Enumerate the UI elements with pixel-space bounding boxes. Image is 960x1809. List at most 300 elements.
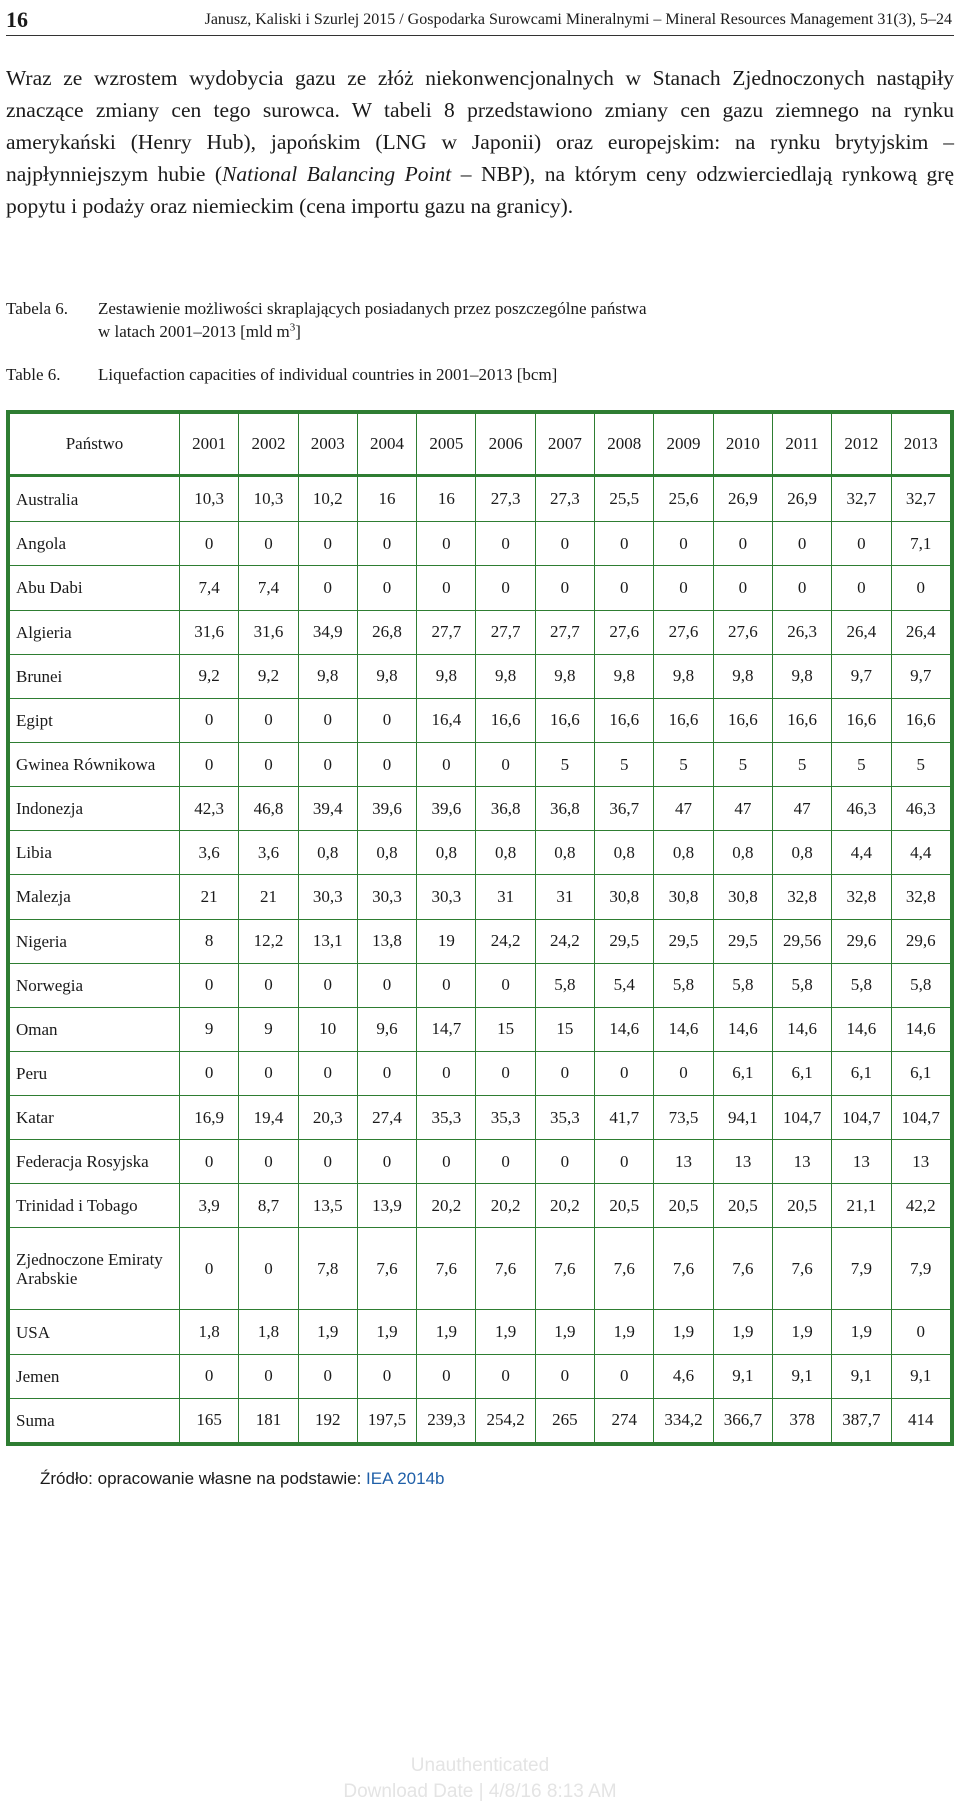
value-cell: 9,1	[713, 1354, 772, 1398]
country-cell: Algieria	[10, 610, 180, 654]
value-cell: 4,6	[654, 1354, 713, 1398]
liquefaction-table	[6, 410, 954, 1446]
value-cell: 0	[239, 1354, 298, 1398]
value-cell: 0	[357, 1140, 416, 1184]
value-cell: 0	[772, 522, 831, 566]
page-number: 16	[6, 7, 28, 32]
value-cell: 14,6	[713, 1007, 772, 1051]
value-cell: 29,5	[595, 919, 654, 963]
value-cell: 47	[713, 787, 772, 831]
value-cell: 47	[772, 787, 831, 831]
value-cell: 165	[180, 1398, 239, 1442]
value-cell: 1,9	[772, 1310, 831, 1354]
value-cell: 10,2	[298, 476, 357, 522]
value-cell: 0	[535, 522, 594, 566]
value-cell: 46,3	[832, 787, 891, 831]
value-cell: 0	[654, 1051, 713, 1095]
value-cell: 7,4	[239, 566, 298, 610]
value-cell: 14,6	[654, 1007, 713, 1051]
table-sum-row	[10, 1398, 951, 1442]
caption-label-pl: Tabela 6.	[6, 299, 69, 318]
value-cell: 387,7	[832, 1398, 891, 1442]
value-cell: 0	[891, 1310, 950, 1354]
value-cell: 14,6	[772, 1007, 831, 1051]
value-cell: 1,9	[535, 1310, 594, 1354]
value-cell: 0	[713, 522, 772, 566]
value-cell: 32,7	[891, 476, 950, 522]
value-cell: 5,8	[772, 963, 831, 1007]
column-header-year: 2003	[298, 414, 357, 476]
body-text-part1: Wraz ze wzrostem wydobycia gazu ze złóż niekonwencjonalnych w Stanach Zjednoczonych nastąpiły znaczące zmiany cen tego surowca. W tabeli 8 przedstawiono zmiany cen gazu ziemnego na rynku amerykański (Henry Hub), japońskim (LNG w Japonii) oraz europejskim: na rynku brytyjskim – najpłynniejszym hubie (	[6, 66, 954, 186]
value-cell: 0	[595, 1354, 654, 1398]
value-cell: 0,8	[772, 831, 831, 875]
country-cell: Trinidad i Tobago	[10, 1184, 180, 1228]
value-cell: 5	[832, 742, 891, 786]
value-cell: 6,1	[713, 1051, 772, 1095]
value-cell: 16,6	[595, 698, 654, 742]
value-cell: 0	[180, 698, 239, 742]
value-cell: 0	[357, 698, 416, 742]
value-cell: 0,8	[476, 831, 535, 875]
value-cell: 27,7	[476, 610, 535, 654]
value-cell: 24,2	[535, 919, 594, 963]
value-cell: 0,8	[713, 831, 772, 875]
value-cell: 0	[417, 1051, 476, 1095]
value-cell: 9	[180, 1007, 239, 1051]
value-cell: 73,5	[654, 1096, 713, 1140]
value-cell: 3,6	[239, 831, 298, 875]
value-cell: 334,2	[654, 1398, 713, 1442]
table-row	[10, 1096, 951, 1140]
value-cell: 26,9	[713, 476, 772, 522]
value-cell: 0	[417, 566, 476, 610]
value-cell: 42,2	[891, 1184, 950, 1228]
value-cell: 26,3	[772, 610, 831, 654]
country-cell: Angola	[10, 522, 180, 566]
value-cell: 31	[535, 875, 594, 919]
value-cell: 1,9	[298, 1310, 357, 1354]
column-header-year: 2012	[832, 414, 891, 476]
value-cell: 0	[417, 1140, 476, 1184]
table-row	[10, 698, 951, 742]
country-cell: USA	[10, 1310, 180, 1354]
value-cell: 0	[298, 963, 357, 1007]
value-cell: 1,9	[357, 1310, 416, 1354]
value-cell: 378	[772, 1398, 831, 1442]
table-row	[10, 742, 951, 786]
value-cell: 9,8	[357, 654, 416, 698]
value-cell: 0	[417, 1354, 476, 1398]
value-cell: 4,4	[891, 831, 950, 875]
value-cell: 0,8	[417, 831, 476, 875]
watermark-line-2: Download Date | 4/8/16 8:13 AM	[343, 1781, 617, 1802]
value-cell: 0	[239, 1140, 298, 1184]
source-note	[40, 1469, 445, 1489]
value-cell: 9,2	[180, 654, 239, 698]
value-cell: 0	[476, 1140, 535, 1184]
value-cell: 0	[180, 1354, 239, 1398]
value-cell: 0	[239, 963, 298, 1007]
table-row	[10, 654, 951, 698]
value-cell: 9,8	[535, 654, 594, 698]
value-cell: 1,9	[476, 1310, 535, 1354]
value-cell: 24,2	[476, 919, 535, 963]
value-cell: 5	[891, 742, 950, 786]
value-cell: 104,7	[832, 1096, 891, 1140]
value-cell: 20,5	[713, 1184, 772, 1228]
value-cell: 36,8	[535, 787, 594, 831]
value-cell: 26,4	[891, 610, 950, 654]
value-cell: 0	[832, 566, 891, 610]
value-cell: 13,9	[357, 1184, 416, 1228]
value-cell: 6,1	[832, 1051, 891, 1095]
value-cell: 7,4	[180, 566, 239, 610]
value-cell: 30,8	[713, 875, 772, 919]
value-cell: 27,6	[654, 610, 713, 654]
value-cell: 20,2	[535, 1184, 594, 1228]
value-cell: 35,3	[535, 1096, 594, 1140]
table-row	[10, 963, 951, 1007]
value-cell: 16,6	[654, 698, 713, 742]
value-cell: 0,8	[654, 831, 713, 875]
value-cell: 0	[298, 1051, 357, 1095]
value-cell: 10,3	[180, 476, 239, 522]
value-cell: 19	[417, 919, 476, 963]
value-cell: 0	[239, 742, 298, 786]
value-cell: 265	[535, 1398, 594, 1442]
table-row	[10, 875, 951, 919]
value-cell: 9,8	[417, 654, 476, 698]
table-row	[10, 476, 951, 522]
value-cell: 0	[298, 566, 357, 610]
value-cell: 19,4	[239, 1096, 298, 1140]
value-cell: 5	[713, 742, 772, 786]
value-cell: 5	[535, 742, 594, 786]
value-cell: 20,5	[772, 1184, 831, 1228]
country-cell: Federacja Rosyjska	[10, 1140, 180, 1184]
table-header-row	[10, 414, 951, 476]
value-cell: 16,6	[891, 698, 950, 742]
body-text-italic: National Balancing Point	[222, 162, 452, 186]
value-cell: 0	[239, 698, 298, 742]
value-cell: 7,6	[417, 1228, 476, 1310]
value-cell: 6,1	[772, 1051, 831, 1095]
country-cell: Oman	[10, 1007, 180, 1051]
value-cell: 9,7	[891, 654, 950, 698]
table-row	[10, 610, 951, 654]
table-row	[10, 566, 951, 610]
value-cell: 42,3	[180, 787, 239, 831]
value-cell: 29,6	[891, 919, 950, 963]
value-cell: 13,5	[298, 1184, 357, 1228]
column-header-year: 2007	[535, 414, 594, 476]
value-cell: 5,8	[891, 963, 950, 1007]
table-body	[10, 476, 951, 1443]
value-cell: 16,6	[535, 698, 594, 742]
value-cell: 0	[239, 1051, 298, 1095]
value-cell: 0	[180, 1228, 239, 1310]
value-cell: 0	[654, 566, 713, 610]
value-cell: 13	[832, 1140, 891, 1184]
value-cell: 0	[535, 1051, 594, 1095]
value-cell: 5	[595, 742, 654, 786]
value-cell: 0	[357, 742, 416, 786]
country-cell: Katar	[10, 1096, 180, 1140]
column-header-country: Państwo	[10, 414, 180, 476]
value-cell: 4,4	[832, 831, 891, 875]
value-cell: 9,8	[298, 654, 357, 698]
value-cell: 13,1	[298, 919, 357, 963]
column-header-year: 2010	[713, 414, 772, 476]
table-row	[10, 522, 951, 566]
value-cell: 7,9	[832, 1228, 891, 1310]
value-cell: 16	[417, 476, 476, 522]
table-caption-pl	[6, 297, 647, 343]
caption-text-en: Liquefaction capacities of individual countries in 2001–2013 [bcm]	[98, 365, 558, 384]
value-cell: 104,7	[772, 1096, 831, 1140]
value-cell: 0	[535, 1354, 594, 1398]
value-cell: 27,6	[713, 610, 772, 654]
value-cell: 15	[535, 1007, 594, 1051]
value-cell: 0	[417, 522, 476, 566]
value-cell: 0	[476, 1354, 535, 1398]
value-cell: 20,5	[595, 1184, 654, 1228]
value-cell: 13	[891, 1140, 950, 1184]
value-cell: 7,6	[476, 1228, 535, 1310]
country-cell: Norwegia	[10, 963, 180, 1007]
column-header-year: 2001	[180, 414, 239, 476]
table-row	[10, 1140, 951, 1184]
value-cell: 0	[595, 566, 654, 610]
value-cell: 32,8	[772, 875, 831, 919]
value-cell: 9,1	[832, 1354, 891, 1398]
value-cell: 46,8	[239, 787, 298, 831]
value-cell: 5,8	[832, 963, 891, 1007]
value-cell: 0	[180, 963, 239, 1007]
table-row	[10, 1354, 951, 1398]
value-cell: 16	[357, 476, 416, 522]
value-cell: 9,6	[357, 1007, 416, 1051]
country-cell: Zjednoczone Emiraty Arabskie	[10, 1228, 180, 1310]
value-cell: 27,3	[476, 476, 535, 522]
value-cell: 13,8	[357, 919, 416, 963]
value-cell: 30,3	[417, 875, 476, 919]
value-cell: 0	[357, 522, 416, 566]
value-cell: 0	[357, 1354, 416, 1398]
value-cell: 14,7	[417, 1007, 476, 1051]
value-cell: 7,6	[654, 1228, 713, 1310]
value-cell: 27,3	[535, 476, 594, 522]
value-cell: 5,8	[713, 963, 772, 1007]
value-cell: 14,6	[891, 1007, 950, 1051]
value-cell: 46,3	[891, 787, 950, 831]
value-cell: 41,7	[595, 1096, 654, 1140]
value-cell: 7,6	[772, 1228, 831, 1310]
value-cell: 20,2	[476, 1184, 535, 1228]
body-text-part2: – NBP), na którym ceny odzwierciedlają rynkową grę popytu i podaży oraz niemieckim (cena importu gazu na granicy).	[6, 162, 954, 218]
value-cell: 5	[772, 742, 831, 786]
value-cell: 29,5	[654, 919, 713, 963]
value-cell: 30,3	[357, 875, 416, 919]
source-prefix: Źródło: opracowanie własne na podstawie:	[40, 1469, 367, 1488]
value-cell: 1,9	[654, 1310, 713, 1354]
table-row	[10, 919, 951, 963]
country-cell: Libia	[10, 831, 180, 875]
country-cell: Indonezja	[10, 787, 180, 831]
table-row	[10, 1051, 951, 1095]
value-cell: 20,5	[654, 1184, 713, 1228]
value-cell: 21	[239, 875, 298, 919]
value-cell: 7,8	[298, 1228, 357, 1310]
value-cell: 0	[476, 522, 535, 566]
value-cell: 0,8	[357, 831, 416, 875]
column-header-year: 2002	[239, 414, 298, 476]
value-cell: 34,9	[298, 610, 357, 654]
value-cell: 30,3	[298, 875, 357, 919]
value-cell: 239,3	[417, 1398, 476, 1442]
value-cell: 104,7	[891, 1096, 950, 1140]
value-cell: 0	[654, 522, 713, 566]
value-cell: 9,7	[832, 654, 891, 698]
value-cell: 16,6	[772, 698, 831, 742]
country-cell: Australia	[10, 476, 180, 522]
value-cell: 13	[713, 1140, 772, 1184]
value-cell: 3,9	[180, 1184, 239, 1228]
value-cell: 10	[298, 1007, 357, 1051]
caption-text-pl: Zestawienie możliwości skraplających posiadanych przez poszczególne państwa w latach 2001–2013 [mld $m^3$]	[98, 299, 647, 341]
value-cell: 9,1	[891, 1354, 950, 1398]
value-cell: 31,6	[239, 610, 298, 654]
value-cell: 36,7	[595, 787, 654, 831]
value-cell: 36,8	[476, 787, 535, 831]
value-cell: 9,8	[713, 654, 772, 698]
value-cell: 32,7	[832, 476, 891, 522]
value-cell: 27,7	[535, 610, 594, 654]
value-cell: 0	[298, 698, 357, 742]
value-cell: 14,6	[832, 1007, 891, 1051]
country-cell: Egipt	[10, 698, 180, 742]
value-cell: 20,2	[417, 1184, 476, 1228]
table-row	[10, 1310, 951, 1354]
value-cell: 9,8	[476, 654, 535, 698]
value-cell: 13	[654, 1140, 713, 1184]
value-cell: 7,6	[595, 1228, 654, 1310]
value-cell: 30,8	[654, 875, 713, 919]
value-cell: 12,2	[239, 919, 298, 963]
value-cell: 3,6	[180, 831, 239, 875]
value-cell: 5,8	[654, 963, 713, 1007]
value-cell: 0	[417, 963, 476, 1007]
column-header-year: 2013	[891, 414, 950, 476]
value-cell: 35,3	[417, 1096, 476, 1140]
value-cell: 26,9	[772, 476, 831, 522]
table-row	[10, 787, 951, 831]
column-header-year: 2004	[357, 414, 416, 476]
value-cell: 16,6	[832, 698, 891, 742]
column-header-year: 2009	[654, 414, 713, 476]
value-cell: 9	[239, 1007, 298, 1051]
value-cell: 0	[298, 1354, 357, 1398]
value-cell: 31	[476, 875, 535, 919]
value-cell: 26,4	[832, 610, 891, 654]
value-cell: 192	[298, 1398, 357, 1442]
value-cell: 0	[357, 1051, 416, 1095]
value-cell: 21,1	[832, 1184, 891, 1228]
value-cell: 21	[180, 875, 239, 919]
value-cell: 0	[535, 1140, 594, 1184]
value-cell: 414	[891, 1398, 950, 1442]
value-cell: 1,9	[595, 1310, 654, 1354]
value-cell: 31,6	[180, 610, 239, 654]
value-cell: 8	[180, 919, 239, 963]
value-cell: 0	[298, 1140, 357, 1184]
value-cell: 1,8	[239, 1310, 298, 1354]
value-cell: 16,6	[713, 698, 772, 742]
value-cell: 5,8	[535, 963, 594, 1007]
value-cell: 13	[772, 1140, 831, 1184]
country-cell: Malezja	[10, 875, 180, 919]
body-paragraph	[6, 62, 954, 222]
country-cell: Jemen	[10, 1354, 180, 1398]
value-cell: 39,4	[298, 787, 357, 831]
value-cell: 197,5	[357, 1398, 416, 1442]
value-cell: 26,8	[357, 610, 416, 654]
value-cell: 0	[595, 1140, 654, 1184]
value-cell: 25,5	[595, 476, 654, 522]
page-header	[6, 6, 954, 36]
country-cell: Brunei	[10, 654, 180, 698]
value-cell: 366,7	[713, 1398, 772, 1442]
value-cell: 9,1	[772, 1354, 831, 1398]
value-cell: 0,8	[535, 831, 594, 875]
value-cell: 0	[832, 522, 891, 566]
value-cell: 0,8	[298, 831, 357, 875]
value-cell: 29,6	[832, 919, 891, 963]
value-cell: 6,1	[891, 1051, 950, 1095]
value-cell: 0	[298, 742, 357, 786]
value-cell: 7,6	[357, 1228, 416, 1310]
value-cell: 9,8	[595, 654, 654, 698]
value-cell: 14,6	[595, 1007, 654, 1051]
value-cell: 0	[357, 963, 416, 1007]
data-table	[9, 413, 951, 1443]
column-header-year: 2008	[595, 414, 654, 476]
column-header-year: 2011	[772, 414, 831, 476]
value-cell: 0	[180, 522, 239, 566]
value-cell: 0	[417, 742, 476, 786]
value-cell: 0	[476, 742, 535, 786]
value-cell: 15	[476, 1007, 535, 1051]
country-cell: Nigeria	[10, 919, 180, 963]
value-cell: 5	[654, 742, 713, 786]
value-cell: 47	[654, 787, 713, 831]
table-row	[10, 831, 951, 875]
value-cell: 0	[891, 566, 950, 610]
value-cell: 29,56	[772, 919, 831, 963]
value-cell: 16,4	[417, 698, 476, 742]
value-cell: 1,8	[180, 1310, 239, 1354]
column-header-year: 2005	[417, 414, 476, 476]
value-cell: 0	[476, 566, 535, 610]
value-cell: 0	[476, 1051, 535, 1095]
value-cell: 7,6	[535, 1228, 594, 1310]
value-cell: 32,8	[891, 875, 950, 919]
value-cell: 10,3	[239, 476, 298, 522]
country-cell: Peru	[10, 1051, 180, 1095]
value-cell: 0	[180, 1051, 239, 1095]
source-link[interactable]: IEA 2014b	[366, 1469, 445, 1488]
value-cell: 30,8	[595, 875, 654, 919]
